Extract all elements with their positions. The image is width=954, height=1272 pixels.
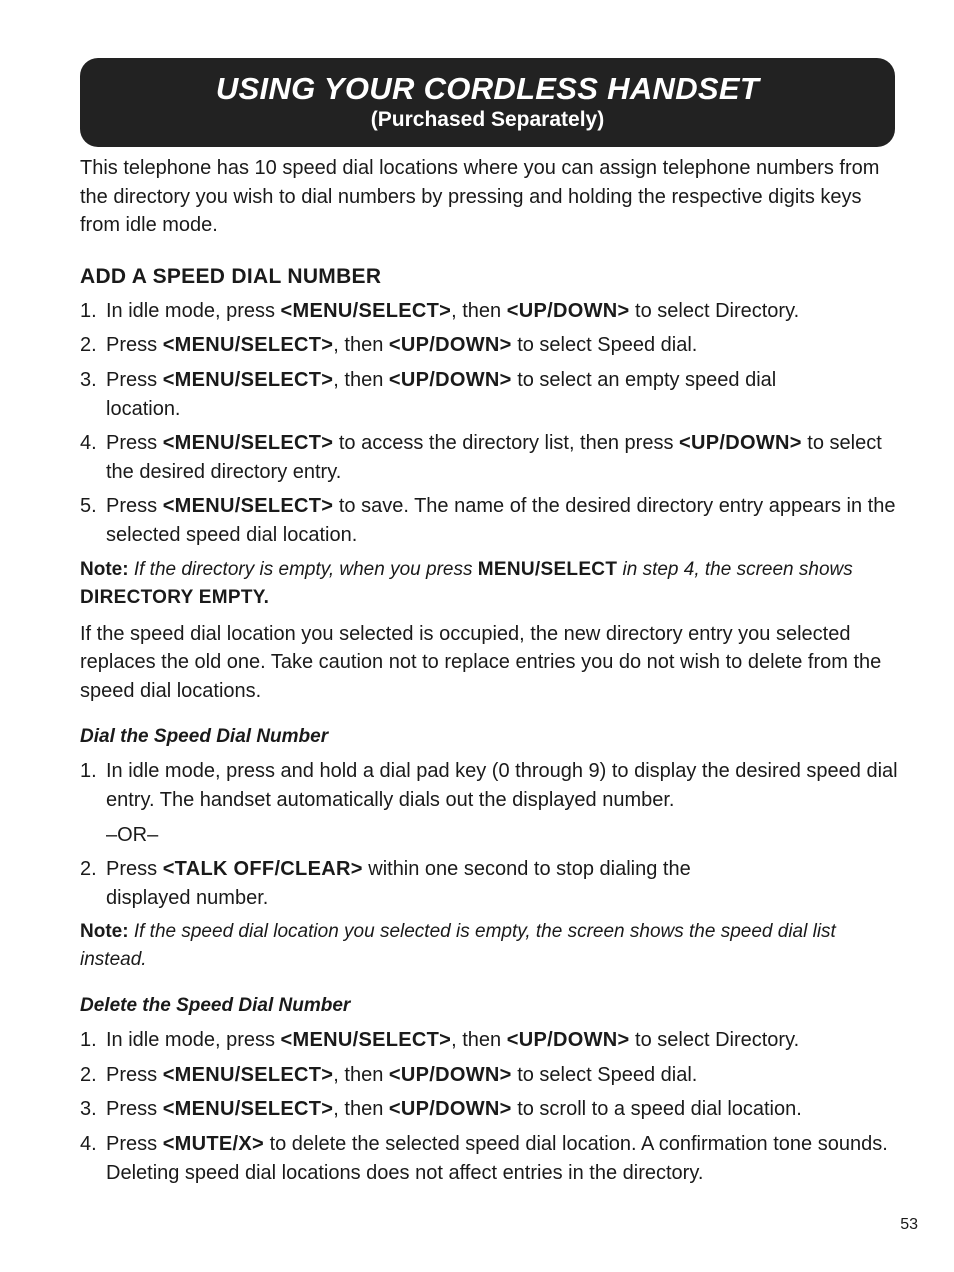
key-label: <MENU/SELECT> [280,1029,452,1052]
key-label: <MENU/SELECT> [162,495,334,518]
key-label: <UP/DOWN> [388,1098,512,1121]
list-item: 3. Press <MENU/SELECT>, then <UP/DOWN> to scroll to a speed dial location. [80,1098,802,1121]
list-item: 2. Press <MENU/SELECT>, then <UP/DOWN> to select Speed dial. [80,1063,698,1086]
key-label: <TALK OFF/CLEAR> [162,858,363,881]
list-item: 4. Press <MENU/SELECT> to access the directory list, then press <UP/DOWN> to select the desired directory entry. [80,432,882,483]
dial-steps-list [80,757,900,912]
page-number: 53 [900,1216,918,1233]
dial-speed-dial-heading: Dial the Speed Dial Number [80,726,329,748]
key-label: <UP/DOWN> [506,299,630,322]
intro-paragraph: This telephone has 10 speed dial locations where you can assign telephone numbers from the directory you wish to dial numbers by pressing and holding the respective digits keys from idle mode. [80,157,880,237]
add-note: Note: If the directory is empty, when you press MENU/SELECT in step 4, the screen shows DIRECTORY EMPTY. [80,558,853,608]
page-title: USING YOUR CORDLESS HANDSET [215,71,760,106]
occupied-paragraph: If the speed dial location you selected is occupied, the new directory entry you selected replaces the old one. Take caution not to replace entries you do not wish to delete from the speed dial locations. [80,622,882,702]
key-label: <UP/DOWN> [388,334,512,357]
list-item: 5. Press <MENU/SELECT> to save. The name of the desired directory entry appears in the selected speed dial location. [80,495,896,546]
key-label: <UP/DOWN> [388,1063,512,1086]
key-label: <MUTE/X> [162,1133,265,1156]
note-label: Note: [80,558,129,580]
key-label: <UP/DOWN> [679,432,802,455]
add-speed-dial-heading: ADD A SPEED DIAL NUMBER [80,264,382,288]
list-item: 4. Press <MUTE/X> to delete the selected speed dial location. A confirmation tone sounds. Deleting speed dial locations does not affect entries in the directory. [80,1133,888,1184]
key-label: <UP/DOWN> [388,368,512,391]
key-label: <MENU/SELECT> [162,1063,334,1086]
list-item: 2. Press <TALK OFF/CLEAR> within one second to stop dialing the displayed number. [80,858,691,909]
delete-steps-list [80,1026,900,1187]
list-item: 1. In idle mode, press and hold a dial pad key (0 through 9) to display the desired speed dial entry. The handset automatically dials out the displayed number. –OR– [80,757,900,849]
list-item: 2. Press <MENU/SELECT>, then <UP/DOWN> to select Speed dial. [80,334,698,357]
add-steps-list [80,297,900,550]
screen-message: DIRECTORY EMPTY. [80,586,270,608]
list-item: 1. In idle mode, press <MENU/SELECT>, then <UP/DOWN> to select Directory. [80,299,800,322]
list-item: 3. Press <MENU/SELECT>, then <UP/DOWN> to select an empty speed dial location. [80,368,777,420]
page-content [80,154,900,1193]
key-label: <MENU/SELECT> [162,334,334,357]
list-item: 1. In idle mode, press <MENU/SELECT>, then <UP/DOWN> to select Directory. [80,1029,800,1052]
or-separator: –OR– [106,823,159,846]
key-label: <UP/DOWN> [506,1029,630,1052]
page-subtitle: (Purchased Separately) [370,108,605,131]
key-label: <MENU/SELECT> [162,368,334,391]
section-header [80,58,895,147]
key-label: <MENU/SELECT> [280,299,452,322]
key-label: MENU/SELECT [477,558,618,580]
note-label: Note: [80,921,129,943]
key-label: <MENU/SELECT> [162,432,334,455]
dial-note: Note: If the speed dial location you selected is empty, the screen shows the speed dial list instead. [80,921,836,971]
key-label: <MENU/SELECT> [162,1098,334,1121]
delete-speed-dial-heading: Delete the Speed Dial Number [80,995,351,1017]
